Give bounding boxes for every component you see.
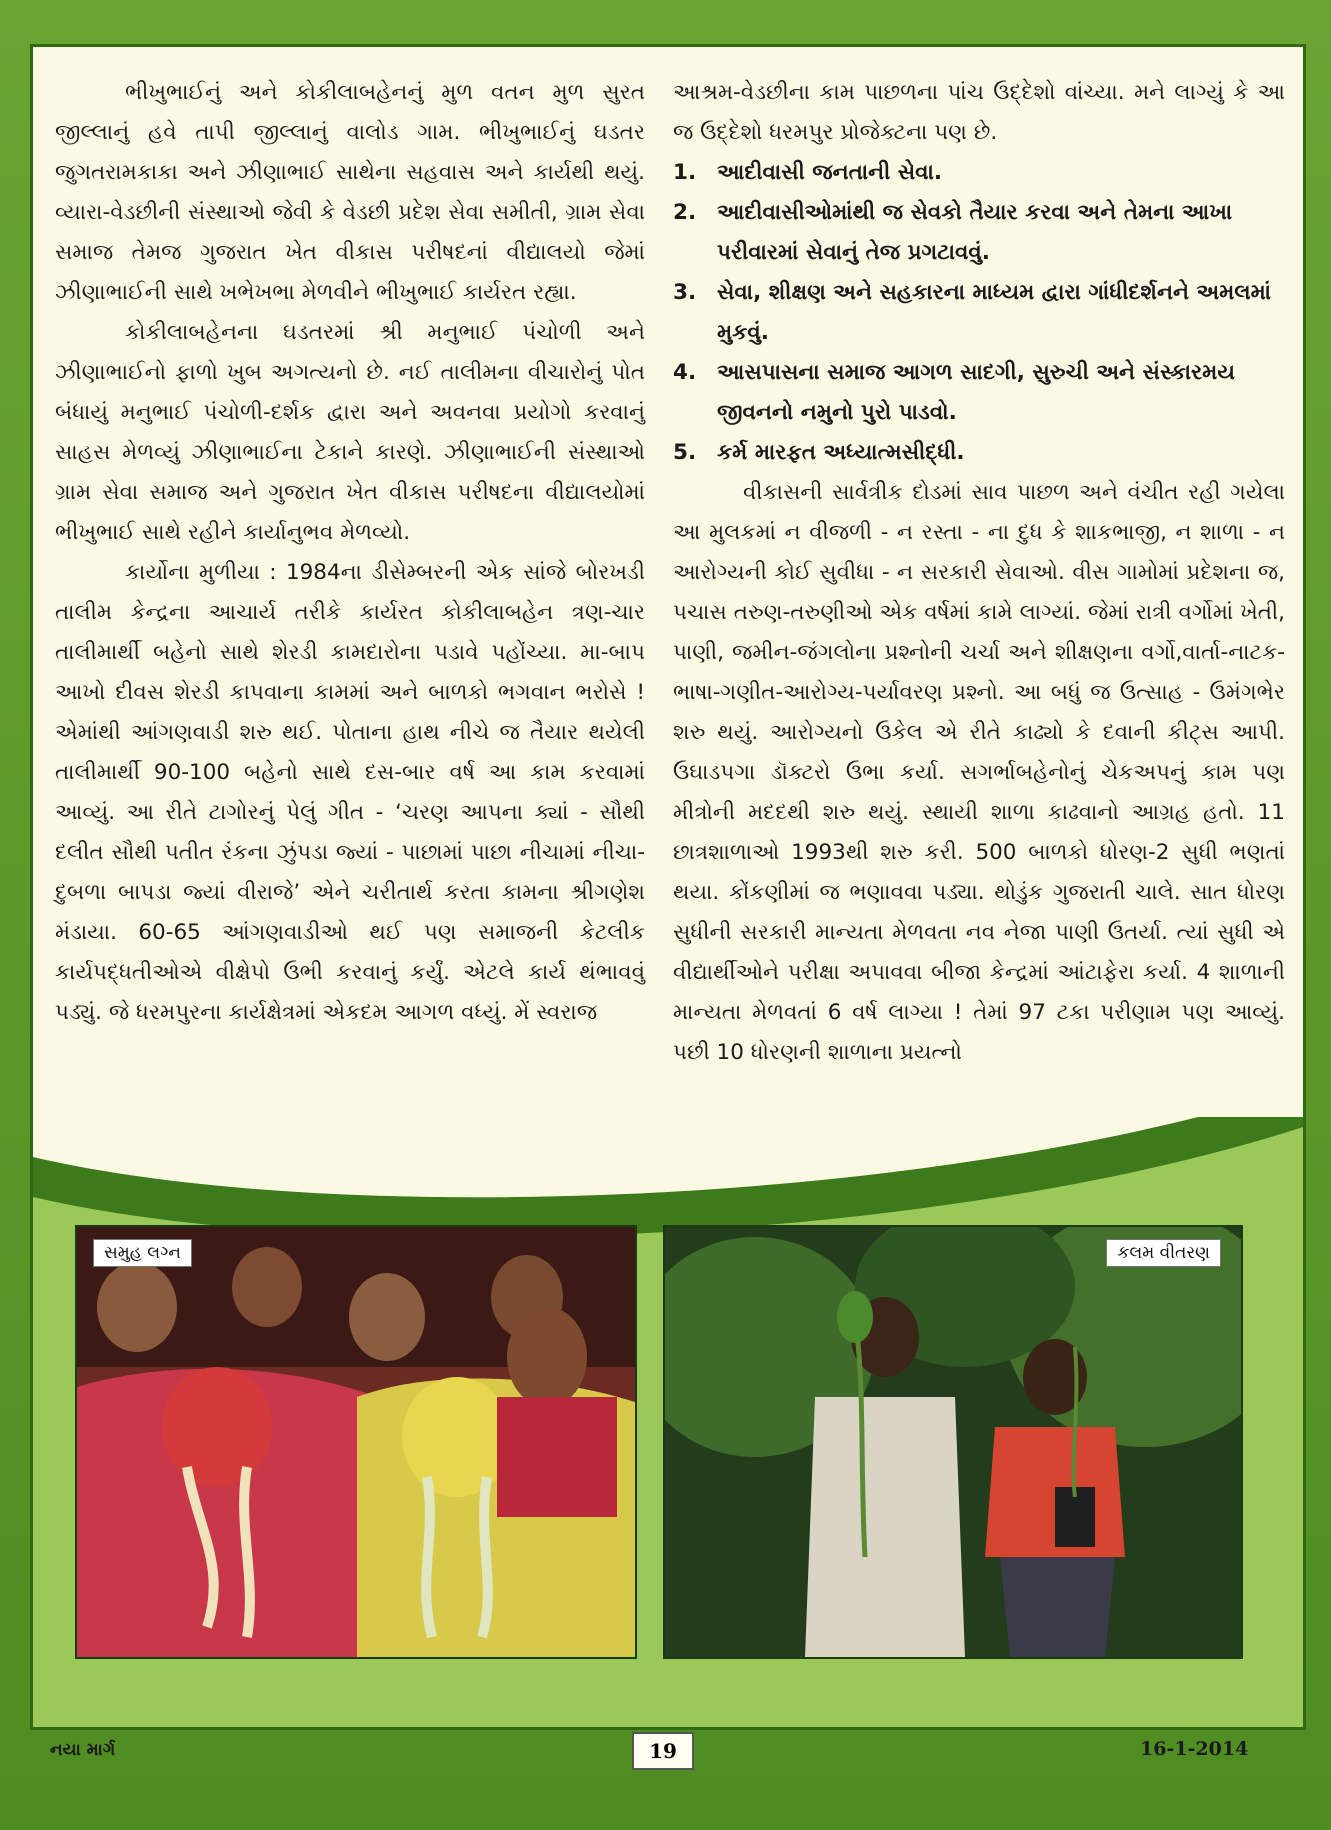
objectives-intro: આશ્રમ-વેડછીના કામ પાછળના પાંચ ઉદ્દેશો વાંચ્યા. મને લાગ્યું કે આ જ ઉદ્દેશો ધરમપુર પ્રોજેક્ટના પણ છે. <box>673 80 1285 145</box>
paragraph-roots: કાર્યોના મુળીયા : 1984ના ડીસેમ્બરની એક સાંજે બોરખડી તાલીમ કેન્દ્રના આચાર્ય તરીકે કાર્યરત કોકીલાબહેન ત્રણ-ચાર તાલીમાર્થી બહેનો સાથે શેરડી કામદારોના પડાવે પહોંચ્યા. મા-બાપ આખો દીવસ શેરડી કાપવાના કામમાં અને બાળકો ભગવાન ભરોસે ! એમાંથી આંગણવાડી શરુ થઈ. પોતાના હાથ નીચે જ તૈયાર થયેલી તાલીમાર્થી 90-100 બહેનો સાથે દસ-બાર વર્ષ આ કામ કરવામાં આવ્યું. આ રીતે ટાગોરનું પેલું ગીત - ‘ચરણ આપના ક્યાં - સૌથી દલીત સૌથી પતીત રંકના ઝુંપડા જ્યાં - પાછામાં પાછા નીચામાં નીચા-દુબળા બાપડા જ્યાં વીરાજે’ એને ચરીતાર્થ કરતા કામના શ્રીગણેશ મંડાયા. 60-65 આંગણવાડીઓ થઈ પણ સમાજની કેટલીક કાર્યપદ્ધતીઓએ વીક્ષેપો ઉભી કરવાનું કર્યું. એટલે કાર્ય થંભાવવું પડ્યું. જે ધરમપુરના કાર્યક્ષેત્રમાં એકદમ આગળ વધ્યું. મેં સ્વરાજ <box>55 560 645 1025</box>
paragraph-origin: ભીખુભાઈનું અને કોકીલાબહેનનું મુળ વતન મુળ સુરત જીલ્લાનું હવે તાપી જીલ્લાનું વાલોડ ગામ. ભીખુભાઈનું ઘડતર જુગતરામકાકા અને ઝીણાભાઈ સાથેના સહવાસ અને કાર્યથી થયું. વ્યારા-વેડછીની સંસ્થાઓ જેવી કે વેડછી પ્રદેશ સેવા સમીતી, ગ્રામ સેવા સમાજ તેમજ ગુજરાત ખેત વીકાસ પરીષદનાં વીદ્યાલયો જેમાં ઝીણાભાઈની સાથે ખભેખભા મેળવીને ભીખુભાઈ કાર્યરત રહ્યા. <box>55 80 645 305</box>
objective-item: 4. આસપાસના સમાજ આગળ સાદગી, સુરુચી અને સંસ્કારમય જીવનનો નમુનો પુરો પાડવો. <box>673 360 1235 425</box>
paragraph-development: વીકાસની સાર્વત્રીક દોડમાં સાવ પાછળ અને વંચીત રહી ગયેલા આ મુલકમાં ન વીજળી - ન રસ્તા - ના દુધ કે શાકભાજી, ન શાળા - ન આરોગ્યની કોઈ સુવીધા - ન સરકારી સેવાઓ. વીસ ગામોમાં પ્રદેશના જ, પચાસ તરુણ-તરુણીઓ એક વર્ષમાં કામે લાગ્યાં. જેમાં રાત્રી વર્ગોમાં ખેતી, પાણી, જમીન-જંગલોના પ્રશ્નોની ચર્ચા અને શીક્ષણના વર્ગો,વાર્તા-નાટક-ભાષા-ગણીત-આરોગ્ય-પર્યાવરણ પ્રશ્નો. આ બધું જ ઉત્સાહ - ઉમંગભેર શરુ થયું. આરોગ્યનો ઉકેલ એ રીતે કાઢ્યો કે દવાની કીટ્સ આપી. ઉઘાડપગા ડૉક્ટરો ઉભા કર્યા. સગર્ભાબહેનોનું ચેકઅપનું કામ પણ મીત્રોની મદદથી શરુ થયું. સ્થાયી શાળા કાઢવાનો આગ્રહ હતો. 11 છાત્રશાળાઓ 1993થી શરુ કરી. 500 બાળકો ધોરણ-2 સુધી ભણતાં થયા. કોંકણીમાં જ ભણાવવા પડ્યા. થોડુંક ગુજરાતી ચાલે. સાત ધોરણ સુધીની સરકારી માન્યતા મેળવતા નવ નેજા પાણી ઉતર્યા. ત્યાં સુધી એ વીદ્યાર્થીઓને પરીક્ષા અપાવવા બીજા કેન્દ્રમાં આંટાફેરા કર્યા. 4 શાળાની માન્યતા મેળવતાં 6 વર્ષ લાગ્યા ! તેમાં 97 ટકા પરીણામ પણ આવ્યું. પછી 10 ધોરણની શાળાના પ્રયત્નો <box>673 480 1285 1065</box>
photo-caption-right: કલમ વીતરણ <box>1106 1239 1221 1267</box>
photo-sapling-distribution <box>663 1225 1243 1659</box>
photo-mass-wedding <box>75 1225 637 1659</box>
sapling-distribution-image <box>665 1227 1241 1657</box>
paragraph-kokilaben: કોકીલાબહેનના ઘડતરમાં શ્રી મનુભાઈ પંચોળી અને ઝીણાભાઈનો ફાળો ખુબ અગત્યનો છે. નઈ તાલીમના વીચારોનું પોત બંધાયું મનુભાઈ પંચોળી-દર્શક દ્વારા અને અવનવા પ્રયોગો કરવાનું સાહસ મેળવ્યું ઝીણાભાઈના ટેકાને કારણે. ઝીણાભાઈની સંસ્થાઓ ગ્રામ સેવા સમાજ અને ગુજરાત ખેત વીકાસ પરીષદના વીદ્યાલયોમાં ભીખુભાઈ સાથે રહીને કાર્યાનુભવ મેળવ્યો. <box>55 320 645 545</box>
left-column <box>55 73 645 1033</box>
objective-item: 1. આદીવાસી જનતાની સેવા. <box>673 160 943 185</box>
right-column <box>673 73 1285 1073</box>
objectives-list <box>673 153 1285 473</box>
page-frame <box>30 44 1306 1730</box>
issue-date: 16-1-2014 <box>1140 1738 1249 1760</box>
mass-wedding-image <box>77 1227 635 1657</box>
objective-item: 2. આદીવાસીઓમાંથી જ સેવકો તૈયાર કરવા અને તેમના આખા પરીવારમાં સેવાનું તેજ પ્રગટાવવું. <box>673 200 1233 265</box>
objective-item: 5. કર્મ મારફત અધ્યાત્મસીદ્ધી. <box>673 440 965 465</box>
photo-caption-left: સમુહ લગ્ન <box>93 1239 192 1267</box>
objective-item: 3. સેવા, શીક્ષણ અને સહકારના માધ્યમ દ્વારા ગાંધીદર્શનને અમલમાં મુકવું. <box>673 280 1272 345</box>
page-number: 19 <box>632 1732 694 1770</box>
magazine-name: નયા માર્ગ <box>50 1740 116 1760</box>
